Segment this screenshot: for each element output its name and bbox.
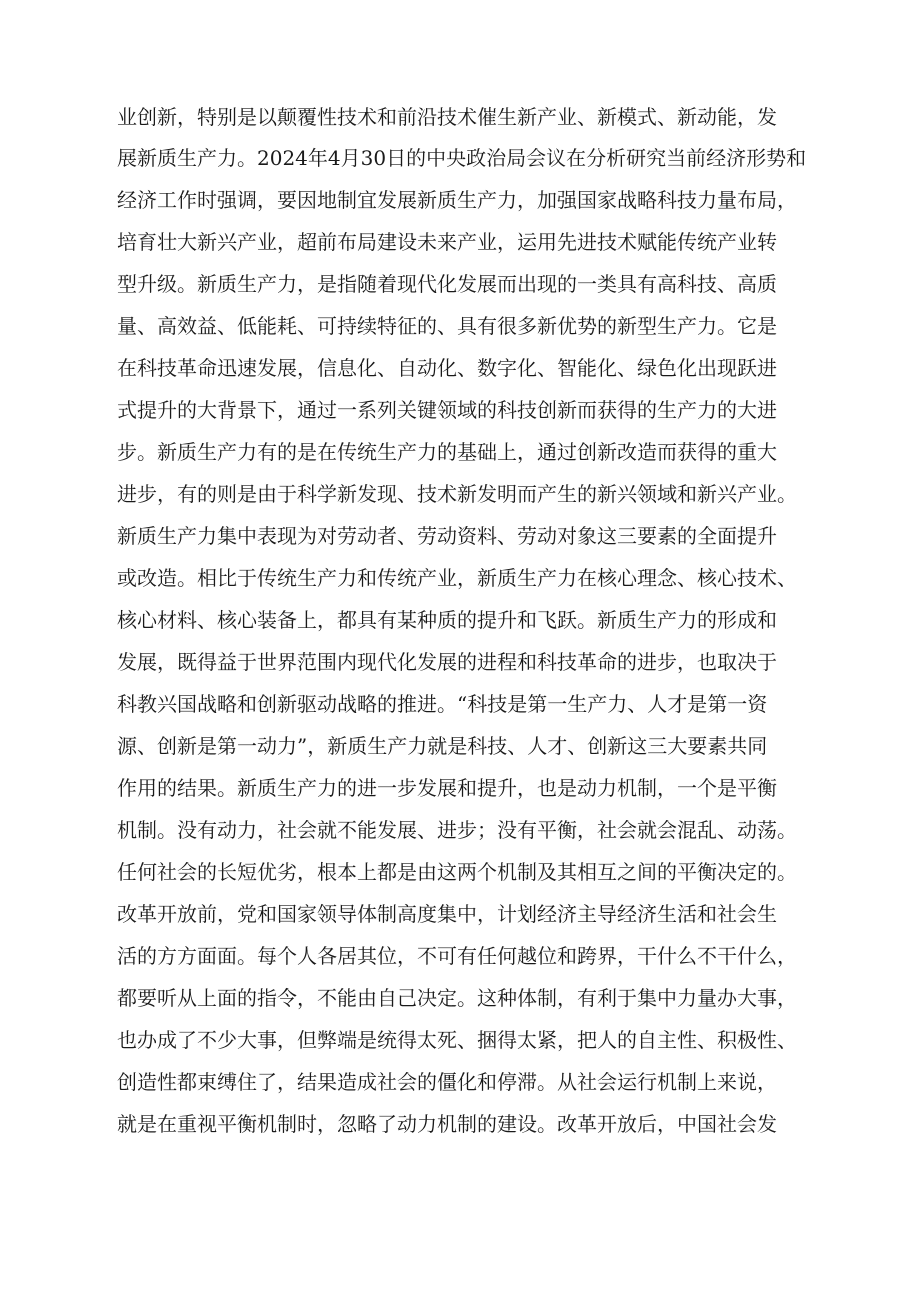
paragraph-line: 或改造。相比于传统生产力和传统产业，新质生产力在核心理念、核心技术、 <box>117 566 797 590</box>
paragraph-line: 就是在重视平衡机制时，忽略了动力机制的建设。改革开放后，中国社会发 <box>117 1112 777 1136</box>
paragraph-line: 任何社会的长短优劣，根本上都是由这两个机制及其相互之间的平衡决定的。 <box>117 860 797 884</box>
paragraph-line: 新质生产力集中表现为对劳动者、劳动资料、劳动对象这三要素的全面提升 <box>117 524 777 548</box>
paragraph-line: 型升级。新质生产力，是指随着现代化发展而出现的一类具有高科技、高质 <box>117 272 777 296</box>
paragraph-line: 培育壮大新兴产业，超前布局建设未来产业，运用先进技术赋能传统产业转 <box>117 230 777 254</box>
paragraph-line: 在科技革命迅速发展，信息化、自动化、数字化、智能化、绿色化出现跃进 <box>117 356 777 380</box>
paragraph-line: 进步，有的则是由于科学新发现、技术新发明而产生的新兴领域和新兴产业。 <box>117 482 797 506</box>
paragraph-line: 核心材料、核心装备上，都具有某种质的提升和飞跃。新质生产力的形成和 <box>117 608 777 632</box>
paragraph-line: 经济工作时强调，要因地制宜发展新质生产力，加强国家战略科技力量布局， <box>117 188 797 212</box>
paragraph-line: 步。新质生产力有的是在传统生产力的基础上，通过创新改造而获得的重大 <box>117 440 777 464</box>
paragraph-line: 式提升的大背景下，通过一系列关键领域的科技创新而获得的生产力的大进 <box>117 398 777 422</box>
paragraph-line: 作用的结果。新质生产力的进一步发展和提升，也是动力机制，一个是平衡 <box>117 776 777 800</box>
paragraph-line: 改革开放前，党和国家领导体制高度集中，计划经济主导经济生活和社会生 <box>117 902 777 926</box>
paragraph-line: 创造性都束缚住了，结果造成社会的僵化和停滞。从社会运行机制上来说， <box>117 1070 777 1094</box>
paragraph-line: 都要听从上面的指令，不能由自己决定。这种体制，有利于集中力量办大事， <box>117 986 797 1010</box>
paragraph-line: 也办成了不少大事，但弊端是统得太死、捆得太紧，把人的自主性、积极性、 <box>117 1028 797 1052</box>
paragraph-line: 发展，既得益于世界范围内现代化发展的进程和科技革命的进步，也取决于 <box>117 650 777 674</box>
paragraph-line: 机制。没有动力，社会就不能发展、进步；没有平衡，社会就会混乱、动荡。 <box>117 818 797 842</box>
paragraph-line: 展新质生产力。2024年4月30日的中央政治局会议在分析研究当前经济形势和 <box>117 146 807 170</box>
paragraph-line: 源、创新是第一动力”，新质生产力就是科技、人才、创新这三大要素共同 <box>117 734 768 758</box>
paragraph-line: 科教兴国战略和创新驱动战略的推进。“科技是第一生产力、人才是第一资 <box>117 692 768 716</box>
paragraph-line: 量、高效益、低能耗、可持续特征的、具有很多新优势的新型生产力。它是 <box>117 314 777 338</box>
paragraph-line: 活的方方面面。每个人各居其位，不可有任何越位和跨界，干什么不干什么， <box>117 944 797 968</box>
paragraph-line: 业创新，特别是以颠覆性技术和前沿技术催生新产业、新模式、新动能，发 <box>117 105 777 129</box>
